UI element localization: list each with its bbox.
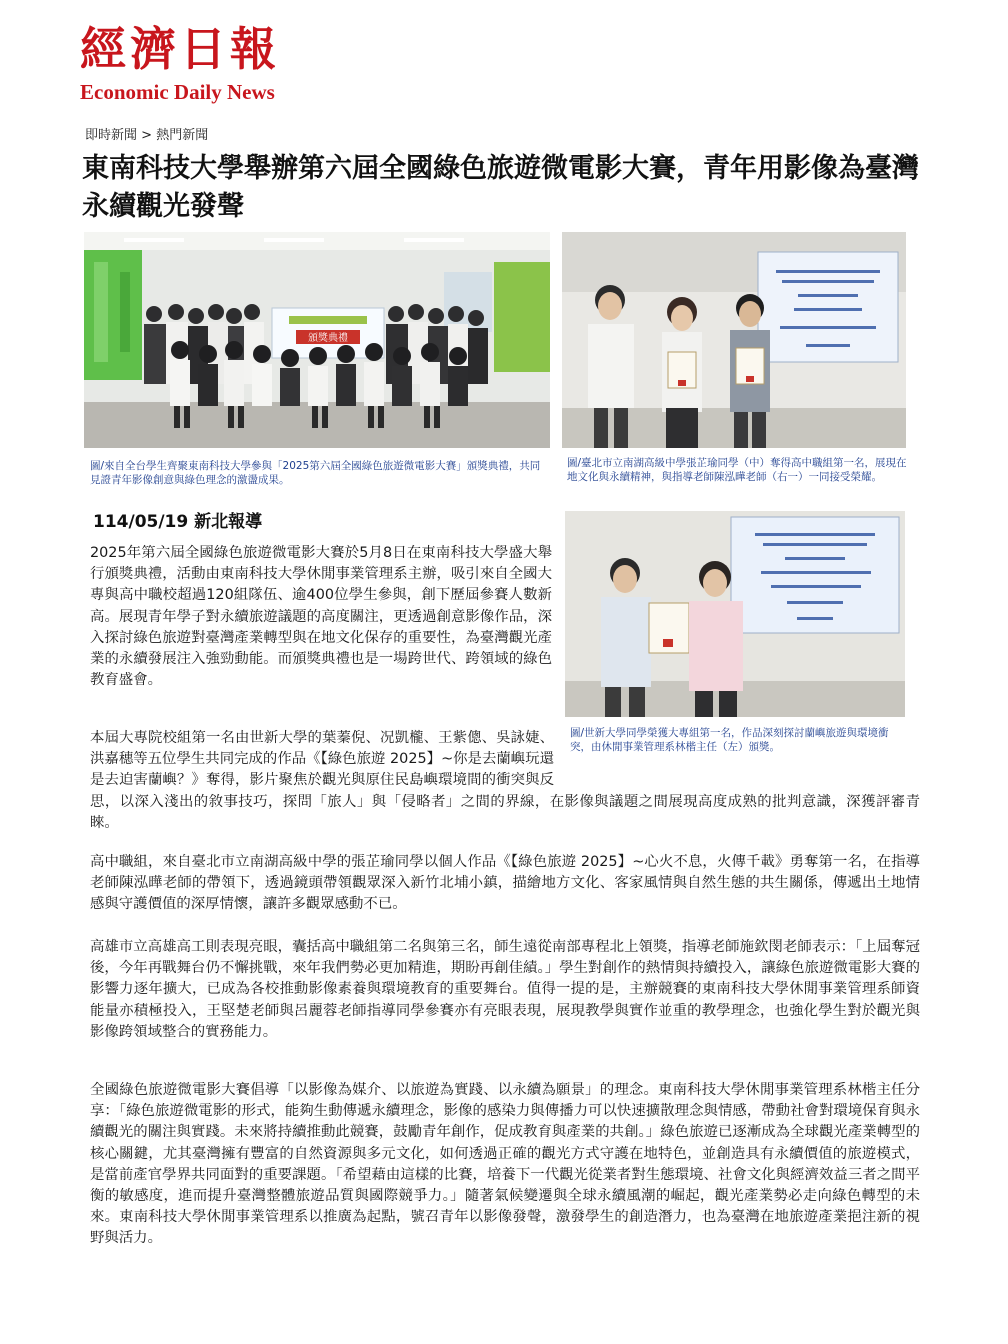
article-title: 東南科技大學舉辦第六屆全國綠色旅遊微電影大賽，青年用影像為臺灣永續觀光發聲 bbox=[82, 153, 919, 222]
shih-hsin-photo-caption: 圖/世新大學同學榮獲大專組第一名，作品深刻探討蘭嶼旅遊與環境衝突，由休閒事業管理系林楷主任（左）頒獎。 bbox=[570, 727, 889, 753]
shih-hsin-award-photo bbox=[565, 511, 905, 717]
breadcrumb-separator: > bbox=[141, 128, 153, 143]
article-paragraph-3: 高中職組，來自臺北市立南湖高級中學的張芷瑜同學以個人作品《【綠色旅遊 2025】~心火不息，火傳千載》勇奪第一名，在指導老師陳泓曄老師的帶領下，透過鏡頭帶領觀眾深入新竹北埔小鎮，描繪地方文化、客家風情與自然生態的共生關係，傳遞出土地情感與守護價值的深厚情懷，讓許多觀眾感動不已。 bbox=[90, 854, 920, 913]
article-paragraph-2: 本屆大專院校組第一名由世新大學的葉蓁倪、况凱櫳、王紫傯、吳詠婕、洪嘉穗等五位學生共同完成的作品《【綠色旅遊 2025】~你是去蘭嶼玩還是去迫害蘭嶼？》奪得，影片聚焦於觀光與原住民島嶼環境間的衝突與反思，以深入淺出的敘事技巧，探問「旅人」與「侵略者」之間的界線，在影像與議題之間展現高度成熟的批判意識，深獲評審青睞。 bbox=[90, 730, 920, 831]
article-paragraph-5: 全國綠色旅遊微電影大賽倡導「以影像為媒介、以旅遊為實踐、以永續為願景」的理念。東南科技大學休閒事業管理系林楷主任分享：「綠色旅遊微電影的形式，能夠生動傳遞永續理念，影像的感染力與傳播力可以快速擴散理念與情感，帶動社會對環境保育與永續觀光的關注與實踐。未來將持續推動此競賽，鼓勵青年創作，促成教育與產業的共創。」綠色旅遊已逐漸成為全球觀光產業轉型的核心關鍵，尤其臺灣擁有豐富的自然資源與多元文化，如何透過正確的觀光方式守護在地特色，並創造具有永續價值的旅遊模式，是當前產官學界共同面對的重要課題。「希望藉由這樣的比賽，培養下一代觀光從業者對生態環境、社會文化與經濟效益三者之間平衡的敏感度，進而提升臺灣整體旅遊品質與國際競爭力。」隨著氣候變遷與全球永續風潮的崛起，觀光產業勢必走向綠色轉型的未來。東南科技大學休閒事業管理系以推廣為起點，號召青年以影像發聲，激發學生的創造潛力，也為臺灣在地旅遊產業挹注新的視野與活力。 bbox=[90, 1082, 920, 1247]
breadcrumb bbox=[85, 127, 208, 145]
group-photo-caption: 圖/來自全台學生齊聚東南科技大學參與「2025第六屆全國綠色旅遊微電影大賽」頒獎典禮，共同見證青年影像創意與綠色理念的激盪成果。 bbox=[90, 460, 541, 486]
svg-text:頒獎典禮: 頒獎典禮 bbox=[308, 333, 348, 344]
article-paragraph-1: 2025年第六屆全國綠色旅遊微電影大賽於5月8日在東南科技大學盛大舉行頒獎典禮，活動由東南科技大學休閒事業管理系主辦，吸引來自全國大專與高中職校超過120組隊伍、逾400位學生參與，創下歷屆參賽人數新高。展現青年學子對永續旅遊議題的高度關注，更透過創意影像作品，深入探討綠色旅遊對臺灣產業轉型與在地文化保存的重要性，為臺灣觀光產業的永續發展注入強勁動能。而頒獎典禮也是一場跨世代、跨領域的綠色教育盛會。 bbox=[90, 545, 552, 689]
article-dateline: 114/05/19 新北報導 bbox=[93, 512, 263, 532]
nanhu-award-photo bbox=[562, 232, 906, 448]
article-paragraph-2-container bbox=[90, 728, 920, 834]
nanhu-photo-caption: 圖/臺北市立南湖高級中學張芷瑜同學（中）奪得高中職組第一名，展現在地文化與永續精神，與指導老師陳泓曄老師（右一）一同接受榮耀。 bbox=[567, 457, 907, 483]
masthead-logo-english[interactable]: Economic Daily News bbox=[80, 80, 275, 104]
breadcrumb-item-news[interactable]: 即時新聞 bbox=[85, 128, 138, 143]
breadcrumb-item-hot-news[interactable]: 熱門新聞 bbox=[156, 128, 209, 143]
masthead-logo-chinese[interactable]: 經濟日報 bbox=[80, 22, 280, 76]
article-paragraph-4: 高雄市立高雄高工則表現亮眼，囊括高中職組第二名與第三名，師生遠從南部專程北上領獎，指導老師施欽閔老師表示：「上屆奪冠後，今年再戰舞台仍不懈挑戰，來年我們勢必更加精進，期盼再創佳績。」學生對創作的熱情與持續投入，讓綠色旅遊微電影大賽的影響力逐年擴大，已成為各校推動影像素養與環境教育的重要舞台。值得一提的是，主辦競賽的東南科技大學休閒事業管理系師資能量亦積極投入，王堅楚老師與呂麗蓉老師指導同學參賽亦有亮眼表現，展現教學與實作並重的教學理念，也強化學生對於觀光與影像跨領域整合的實務能力。 bbox=[90, 939, 920, 1040]
group-photo bbox=[84, 232, 550, 448]
